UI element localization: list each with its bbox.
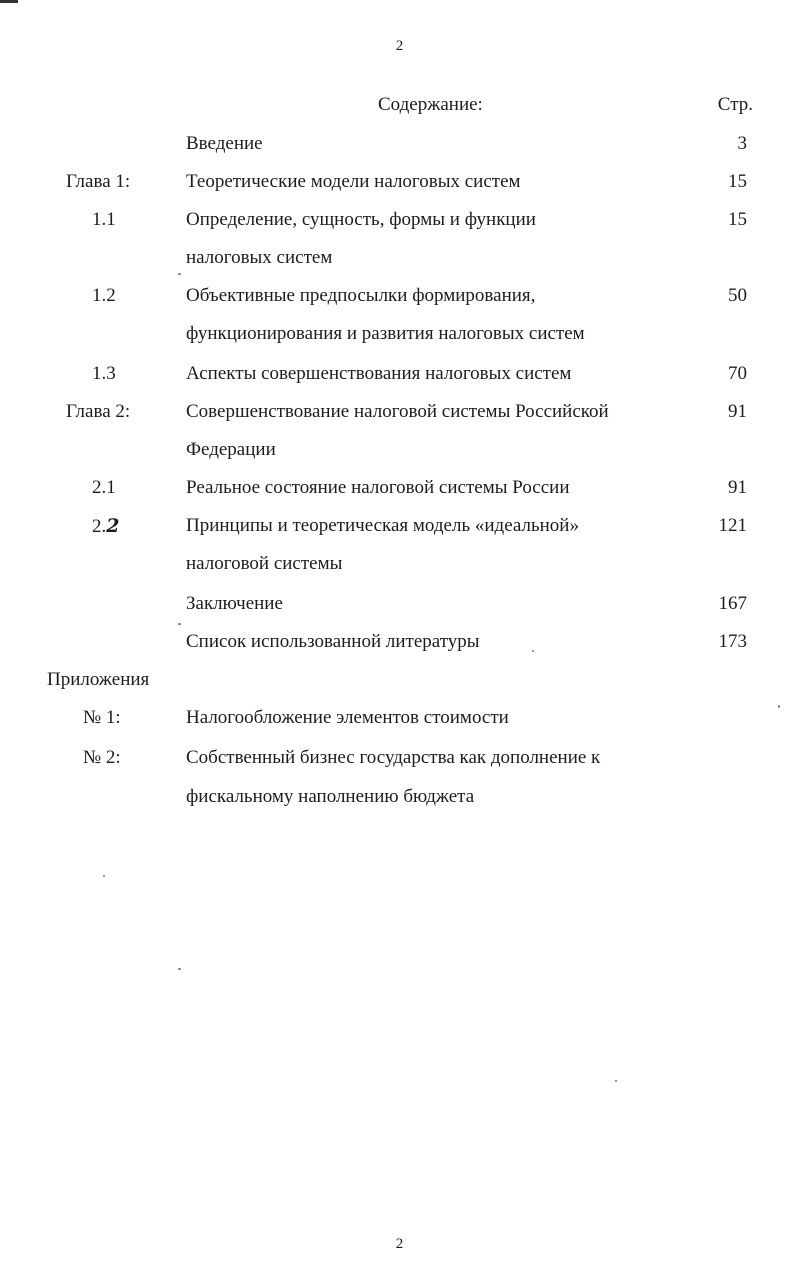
toc-entry-page: 91 [728, 401, 747, 422]
toc-entry[interactable] [0, 277, 799, 344]
toc-entry-title: Теоретические модели налоговых систем [186, 171, 521, 192]
toc-entry[interactable] [0, 585, 799, 623]
appendix-entry-title: Налогообложение элементов стоимости [186, 707, 509, 728]
toc-entry-number: 1.3 [92, 363, 116, 384]
toc-entry-number: Глава 2: [66, 401, 131, 422]
toc-entry[interactable] [0, 355, 799, 393]
appendix-entry[interactable] [0, 739, 799, 807]
toc-entry[interactable] [0, 125, 799, 163]
toc-entry-title-continued: налоговых систем [186, 247, 333, 268]
toc-entry-title: Реальное состояние налоговой системы России [186, 477, 570, 498]
toc-entry-title: Аспекты совершенствования налоговых систем [186, 363, 572, 384]
scan-speck [178, 968, 181, 970]
toc-entry-number: 2.1 [92, 477, 116, 498]
scan-speck [103, 875, 105, 877]
toc-entry-title-continued: Федерации [186, 439, 276, 460]
scan-speck [178, 623, 181, 625]
toc-entry[interactable] [0, 201, 799, 268]
scan-speck [178, 273, 181, 275]
scan-artifact [0, 0, 18, 3]
toc-entry-page: 70 [728, 363, 747, 384]
appendix-entry-title: Собственный бизнес государства как дополнение к [186, 747, 601, 768]
toc-entry-title: Совершенствование налоговой системы Российской [186, 401, 609, 422]
toc-entry-page: 167 [718, 593, 747, 614]
appendix-entry-number: № 1: [83, 707, 121, 728]
toc-entry-number: 2.2 [92, 515, 120, 537]
toc-entry-number: 1.1 [92, 209, 116, 230]
appendix-entry[interactable] [0, 699, 799, 737]
appendix-heading [0, 661, 799, 699]
toc-entry-title: Список использованной литературы [186, 631, 480, 652]
handwritten-correction: 2 [106, 515, 120, 537]
toc-entry-page: 15 [728, 171, 747, 192]
toc-entry[interactable] [0, 469, 799, 507]
toc-entry[interactable] [0, 393, 799, 460]
toc-entry-title: Определение, сущность, формы и функции [186, 209, 536, 230]
toc-entry-number: 1.2 [92, 285, 116, 306]
scan-speck [778, 705, 780, 708]
toc-entry-number: Глава 1: [66, 171, 131, 192]
toc-entry-page: 121 [718, 515, 747, 536]
toc-entry-page: 15 [728, 209, 747, 230]
page-number-top: 2 [395, 38, 404, 54]
toc-entry[interactable] [0, 623, 799, 661]
appendix-entry-title-continued: фискальному наполнению бюджета [186, 786, 475, 807]
page-number-bottom: 2 [395, 1236, 404, 1252]
scan-speck [615, 1080, 617, 1082]
toc-entry-page: 3 [737, 133, 747, 154]
toc-entry-title-continued: функционирования и развития налоговых систем [186, 323, 585, 344]
toc-entry-page: 50 [728, 285, 747, 306]
pages-column-heading: Стр. [717, 94, 753, 115]
toc-entry-page: 91 [728, 477, 747, 498]
appendix-entry-number: № 2: [83, 747, 121, 768]
toc-entry-title: Объективные предпосылки формирования, [186, 285, 536, 306]
toc-entry-title: Принципы и теоретическая модель «идеальной» [186, 515, 579, 536]
toc-heading: Содержание: [378, 94, 483, 115]
toc-entry-page: 173 [718, 631, 747, 652]
scan-speck [532, 650, 534, 652]
toc-entry[interactable] [0, 507, 799, 574]
toc-entry-title-continued: налоговой системы [186, 553, 343, 574]
toc-entry[interactable] [0, 163, 799, 201]
appendix-heading-text: Приложения [47, 669, 150, 690]
toc-entry-title: Введение [186, 133, 263, 154]
toc-entry-title: Заключение [186, 593, 283, 614]
